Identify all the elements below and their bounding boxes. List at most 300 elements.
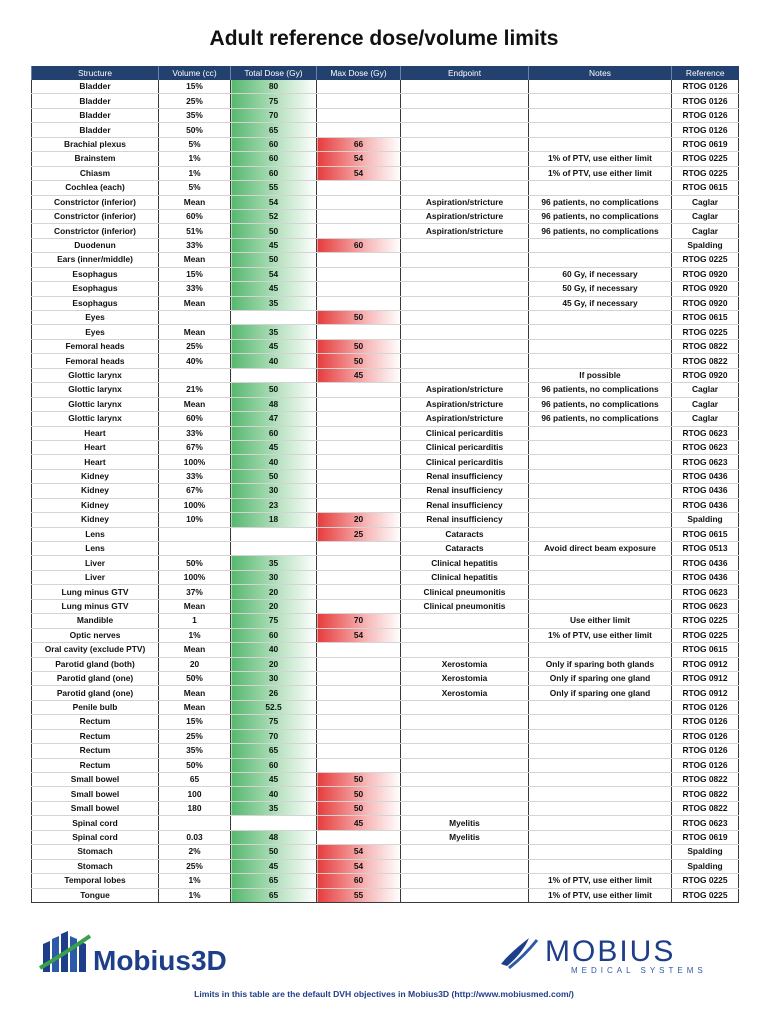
notes-cell: Only if sparing one gland	[529, 671, 672, 685]
total-dose-cell: 65	[231, 874, 317, 888]
structure-cell: Rectum	[32, 758, 159, 772]
table-row	[32, 643, 739, 657]
total-dose-cell: 75	[231, 614, 317, 628]
max-dose-cell	[317, 282, 401, 296]
notes-cell: 1% of PTV, use either limit	[529, 166, 672, 180]
volume-cell: Mean	[159, 195, 231, 209]
endpoint-cell: Clinical pneumonitis	[401, 585, 529, 599]
notes-cell	[529, 108, 672, 122]
structure-cell: Kidney	[32, 513, 159, 527]
table-row	[32, 715, 739, 729]
reference-cell: RTOG 0126	[672, 94, 739, 108]
reference-cell: RTOG 0126	[672, 80, 739, 94]
endpoint-cell	[401, 253, 529, 267]
table-row	[32, 224, 739, 238]
endpoint-cell: Cataracts	[401, 542, 529, 556]
endpoint-cell	[401, 108, 529, 122]
reference-cell: Spalding	[672, 513, 739, 527]
notes-cell	[529, 498, 672, 512]
endpoint-cell	[401, 311, 529, 325]
notes-cell	[529, 570, 672, 584]
reference-cell: Spalding	[672, 845, 739, 859]
column-header-max-dose[interactable]: Max Dose (Gy)	[317, 66, 401, 80]
endpoint-cell	[401, 801, 529, 815]
volume-cell: 33%	[159, 282, 231, 296]
table-row	[32, 80, 739, 94]
structure-cell: Small bowel	[32, 773, 159, 787]
endpoint-cell	[401, 339, 529, 353]
endpoint-cell: Renal insufficiency	[401, 498, 529, 512]
endpoint-cell	[401, 80, 529, 94]
volume-cell: Mean	[159, 325, 231, 339]
structure-cell: Constrictor (inferior)	[32, 209, 159, 223]
notes-cell	[529, 426, 672, 440]
endpoint-cell: Cataracts	[401, 527, 529, 541]
reference-cell: RTOG 0619	[672, 830, 739, 844]
volume-cell	[159, 311, 231, 325]
endpoint-cell: Aspiration/stricture	[401, 412, 529, 426]
volume-cell: 35%	[159, 108, 231, 122]
endpoint-cell	[401, 715, 529, 729]
notes-cell	[529, 585, 672, 599]
table-row	[32, 383, 739, 397]
notes-cell: 96 patients, no complications	[529, 209, 672, 223]
max-dose-cell: 50	[317, 787, 401, 801]
reference-cell: Caglar	[672, 195, 739, 209]
notes-cell	[529, 700, 672, 714]
column-header-total-dose[interactable]: Total Dose (Gy)	[231, 66, 317, 80]
volume-cell: 33%	[159, 426, 231, 440]
endpoint-cell: Myelitis	[401, 816, 529, 830]
volume-cell: Mean	[159, 599, 231, 613]
volume-cell: 1%	[159, 166, 231, 180]
structure-cell: Kidney	[32, 498, 159, 512]
max-dose-cell: 55	[317, 888, 401, 902]
column-header-notes[interactable]: Notes	[529, 66, 672, 80]
max-dose-cell	[317, 657, 401, 671]
total-dose-cell: 65	[231, 888, 317, 902]
volume-cell: 1%	[159, 628, 231, 642]
table-row	[32, 354, 739, 368]
notes-cell	[529, 311, 672, 325]
max-dose-cell	[317, 224, 401, 238]
endpoint-cell	[401, 744, 529, 758]
volume-cell: 50%	[159, 758, 231, 772]
notes-cell: 45 Gy, if necessary	[529, 296, 672, 310]
max-dose-cell	[317, 296, 401, 310]
total-dose-cell	[231, 816, 317, 830]
reference-cell: RTOG 0225	[672, 325, 739, 339]
structure-cell: Parotid gland (both)	[32, 657, 159, 671]
endpoint-cell	[401, 181, 529, 195]
endpoint-cell	[401, 700, 529, 714]
reference-cell: RTOG 0822	[672, 339, 739, 353]
volume-cell: 37%	[159, 585, 231, 599]
structure-cell: Parotid gland (one)	[32, 671, 159, 685]
notes-cell	[529, 773, 672, 787]
table-row	[32, 686, 739, 700]
endpoint-cell: Aspiration/stricture	[401, 383, 529, 397]
structure-cell: Spinal cord	[32, 816, 159, 830]
notes-cell: 96 patients, no complications	[529, 397, 672, 411]
notes-cell	[529, 599, 672, 613]
volume-cell: 5%	[159, 137, 231, 151]
notes-cell	[529, 859, 672, 873]
reference-cell: Caglar	[672, 383, 739, 397]
max-dose-cell	[317, 498, 401, 512]
notes-cell	[529, 845, 672, 859]
structure-cell: Penile bulb	[32, 700, 159, 714]
table-row	[32, 195, 739, 209]
endpoint-cell	[401, 137, 529, 151]
notes-cell: 96 patients, no complications	[529, 383, 672, 397]
reference-cell: RTOG 0436	[672, 484, 739, 498]
total-dose-cell: 60	[231, 152, 317, 166]
endpoint-cell: Aspiration/stricture	[401, 209, 529, 223]
table-row	[32, 859, 739, 873]
endpoint-cell	[401, 325, 529, 339]
structure-cell: Rectum	[32, 715, 159, 729]
volume-cell: 15%	[159, 715, 231, 729]
table-row	[32, 773, 739, 787]
structure-cell: Lens	[32, 527, 159, 541]
total-dose-cell: 65	[231, 123, 317, 137]
structure-cell: Esophagus	[32, 267, 159, 281]
max-dose-cell: 50	[317, 311, 401, 325]
table-row	[32, 874, 739, 888]
total-dose-cell: 45	[231, 282, 317, 296]
notes-cell: 96 patients, no complications	[529, 412, 672, 426]
max-dose-cell	[317, 570, 401, 584]
column-header-endpoint[interactable]: Endpoint	[401, 66, 529, 80]
max-dose-cell: 50	[317, 339, 401, 353]
endpoint-cell: Clinical pericarditis	[401, 455, 529, 469]
total-dose-cell	[231, 368, 317, 382]
max-dose-cell	[317, 397, 401, 411]
endpoint-cell	[401, 123, 529, 137]
total-dose-cell: 50	[231, 383, 317, 397]
notes-cell: Use either limit	[529, 614, 672, 628]
endpoint-cell	[401, 787, 529, 801]
volume-cell: 0.03	[159, 830, 231, 844]
structure-cell: Bladder	[32, 80, 159, 94]
max-dose-cell: 45	[317, 816, 401, 830]
endpoint-cell	[401, 859, 529, 873]
table-row	[32, 282, 739, 296]
table-row	[32, 657, 739, 671]
table-row	[32, 599, 739, 613]
reference-cell: RTOG 0126	[672, 729, 739, 743]
table-row	[32, 412, 739, 426]
total-dose-cell: 50	[231, 253, 317, 267]
structure-cell: Kidney	[32, 469, 159, 483]
volume-cell: 180	[159, 801, 231, 815]
table-row	[32, 527, 739, 541]
max-dose-cell: 54	[317, 152, 401, 166]
endpoint-cell	[401, 643, 529, 657]
table-row	[32, 311, 739, 325]
table-row	[32, 469, 739, 483]
table-row	[32, 729, 739, 743]
volume-cell: 25%	[159, 729, 231, 743]
max-dose-cell: 54	[317, 628, 401, 642]
total-dose-cell: 20	[231, 599, 317, 613]
endpoint-cell	[401, 166, 529, 180]
volume-cell: 33%	[159, 469, 231, 483]
structure-cell: Bladder	[32, 94, 159, 108]
volume-cell: 60%	[159, 209, 231, 223]
structure-cell: Esophagus	[32, 282, 159, 296]
structure-cell: Glottic larynx	[32, 383, 159, 397]
total-dose-cell: 50	[231, 224, 317, 238]
reference-cell: RTOG 0822	[672, 773, 739, 787]
max-dose-cell	[317, 181, 401, 195]
structure-cell: Heart	[32, 455, 159, 469]
table-row	[32, 671, 739, 685]
reference-cell: RTOG 0912	[672, 686, 739, 700]
total-dose-cell: 60	[231, 426, 317, 440]
structure-cell: Lung minus GTV	[32, 599, 159, 613]
total-dose-cell: 40	[231, 354, 317, 368]
notes-cell: Only if sparing both glands	[529, 657, 672, 671]
notes-cell	[529, 123, 672, 137]
table-row	[32, 570, 739, 584]
volume-cell: 15%	[159, 267, 231, 281]
notes-cell	[529, 556, 672, 570]
notes-cell	[529, 744, 672, 758]
table-row	[32, 628, 739, 642]
notes-cell	[529, 513, 672, 527]
notes-cell	[529, 339, 672, 353]
notes-cell: 60 Gy, if necessary	[529, 267, 672, 281]
volume-cell: Mean	[159, 397, 231, 411]
reference-cell: RTOG 0126	[672, 700, 739, 714]
structure-cell: Optic nerves	[32, 628, 159, 642]
total-dose-cell: 70	[231, 108, 317, 122]
table-row	[32, 267, 739, 281]
reference-cell: Caglar	[672, 412, 739, 426]
notes-cell: 1% of PTV, use either limit	[529, 152, 672, 166]
endpoint-cell	[401, 152, 529, 166]
volume-cell: 10%	[159, 513, 231, 527]
volume-cell	[159, 368, 231, 382]
endpoint-cell: Clinical pneumonitis	[401, 599, 529, 613]
total-dose-cell: 30	[231, 484, 317, 498]
reference-cell: Spalding	[672, 238, 739, 252]
volume-cell: Mean	[159, 700, 231, 714]
reference-cell: RTOG 0920	[672, 267, 739, 281]
table-row	[32, 455, 739, 469]
endpoint-cell: Xerostomia	[401, 657, 529, 671]
total-dose-cell: 54	[231, 267, 317, 281]
total-dose-cell: 52	[231, 209, 317, 223]
reference-cell: RTOG 0126	[672, 758, 739, 772]
reference-cell: RTOG 0920	[672, 368, 739, 382]
reference-cell: RTOG 0126	[672, 715, 739, 729]
total-dose-cell: 65	[231, 744, 317, 758]
structure-cell: Esophagus	[32, 296, 159, 310]
max-dose-cell	[317, 383, 401, 397]
max-dose-cell	[317, 195, 401, 209]
reference-cell: RTOG 0822	[672, 354, 739, 368]
max-dose-cell: 54	[317, 845, 401, 859]
structure-cell: Parotid gland (one)	[32, 686, 159, 700]
notes-cell: 1% of PTV, use either limit	[529, 888, 672, 902]
max-dose-cell	[317, 108, 401, 122]
endpoint-cell: Renal insufficiency	[401, 469, 529, 483]
max-dose-cell	[317, 585, 401, 599]
structure-cell: Lung minus GTV	[32, 585, 159, 599]
volume-cell	[159, 816, 231, 830]
max-dose-cell: 50	[317, 773, 401, 787]
table-row	[32, 801, 739, 815]
notes-cell	[529, 469, 672, 483]
table-row	[32, 513, 739, 527]
structure-cell: Chiasm	[32, 166, 159, 180]
column-header-structure[interactable]: Structure	[32, 66, 159, 80]
dose-limits-table	[31, 66, 739, 903]
reference-cell: RTOG 0225	[672, 253, 739, 267]
notes-cell	[529, 816, 672, 830]
page-title: Adult reference dose/volume limits	[209, 27, 559, 50]
structure-cell: Eyes	[32, 325, 159, 339]
volume-cell: Mean	[159, 253, 231, 267]
reference-cell: RTOG 0619	[672, 137, 739, 151]
table-row	[32, 700, 739, 714]
total-dose-cell: 45	[231, 238, 317, 252]
endpoint-cell	[401, 238, 529, 252]
structure-cell: Eyes	[32, 311, 159, 325]
table-row	[32, 888, 739, 902]
reference-cell: RTOG 0126	[672, 744, 739, 758]
table-row	[32, 830, 739, 844]
notes-cell	[529, 643, 672, 657]
notes-cell: 50 Gy, if necessary	[529, 282, 672, 296]
table-row	[32, 123, 739, 137]
max-dose-cell: 66	[317, 137, 401, 151]
total-dose-cell: 20	[231, 657, 317, 671]
max-dose-cell	[317, 686, 401, 700]
structure-cell: Cochlea (each)	[32, 181, 159, 195]
reference-cell: RTOG 0126	[672, 123, 739, 137]
table-row	[32, 758, 739, 772]
table-row	[32, 181, 739, 195]
reference-cell: Caglar	[672, 397, 739, 411]
max-dose-cell	[317, 94, 401, 108]
total-dose-cell: 30	[231, 570, 317, 584]
max-dose-cell	[317, 469, 401, 483]
structure-cell: Liver	[32, 570, 159, 584]
max-dose-cell	[317, 671, 401, 685]
structure-cell: Lens	[32, 542, 159, 556]
notes-cell: 96 patients, no complications	[529, 195, 672, 209]
endpoint-cell	[401, 874, 529, 888]
endpoint-cell	[401, 267, 529, 281]
table-row	[32, 137, 739, 151]
total-dose-cell: 50	[231, 845, 317, 859]
structure-cell: Constrictor (inferior)	[32, 224, 159, 238]
volume-cell: Mean	[159, 686, 231, 700]
endpoint-cell: Myelitis	[401, 830, 529, 844]
max-dose-cell	[317, 830, 401, 844]
max-dose-cell: 54	[317, 166, 401, 180]
structure-cell: Tongue	[32, 888, 159, 902]
volume-cell: 100%	[159, 498, 231, 512]
max-dose-cell: 50	[317, 354, 401, 368]
max-dose-cell	[317, 123, 401, 137]
reference-cell: RTOG 0623	[672, 599, 739, 613]
reference-cell: RTOG 0920	[672, 282, 739, 296]
max-dose-cell: 70	[317, 614, 401, 628]
max-dose-cell	[317, 253, 401, 267]
volume-cell	[159, 527, 231, 541]
max-dose-cell: 60	[317, 874, 401, 888]
max-dose-cell: 45	[317, 368, 401, 382]
max-dose-cell	[317, 325, 401, 339]
total-dose-cell: 35	[231, 556, 317, 570]
total-dose-cell: 47	[231, 412, 317, 426]
total-dose-cell: 48	[231, 830, 317, 844]
total-dose-cell: 18	[231, 513, 317, 527]
endpoint-cell: Aspiration/stricture	[401, 195, 529, 209]
volume-cell: 40%	[159, 354, 231, 368]
max-dose-cell	[317, 556, 401, 570]
reference-cell: Spalding	[672, 859, 739, 873]
volume-cell: 33%	[159, 238, 231, 252]
total-dose-cell: 80	[231, 80, 317, 94]
endpoint-cell: Clinical hepatitis	[401, 570, 529, 584]
structure-cell: Liver	[32, 556, 159, 570]
volume-cell: 67%	[159, 440, 231, 454]
table-row	[32, 614, 739, 628]
max-dose-cell	[317, 440, 401, 454]
reference-cell: RTOG 0513	[672, 542, 739, 556]
reference-cell: Caglar	[672, 224, 739, 238]
total-dose-cell: 45	[231, 773, 317, 787]
endpoint-cell: Renal insufficiency	[401, 484, 529, 498]
structure-cell: Oral cavity (exclude PTV)	[32, 643, 159, 657]
total-dose-cell: 70	[231, 729, 317, 743]
max-dose-cell	[317, 729, 401, 743]
structure-cell: Bladder	[32, 108, 159, 122]
volume-cell: 5%	[159, 181, 231, 195]
max-dose-cell: 60	[317, 238, 401, 252]
column-header-volume[interactable]: Volume (cc)	[159, 66, 231, 80]
total-dose-cell: 60	[231, 628, 317, 642]
mobius-logo-text: MOBIUS	[545, 935, 676, 968]
notes-cell: Only if sparing one gland	[529, 686, 672, 700]
total-dose-cell: 60	[231, 137, 317, 151]
structure-cell: Small bowel	[32, 787, 159, 801]
volume-cell: 15%	[159, 80, 231, 94]
structure-cell: Rectum	[32, 744, 159, 758]
structure-cell: Femoral heads	[32, 339, 159, 353]
structure-cell: Temporal lobes	[32, 874, 159, 888]
notes-cell	[529, 527, 672, 541]
notes-cell	[529, 758, 672, 772]
volume-cell: 100%	[159, 570, 231, 584]
table-row	[32, 209, 739, 223]
structure-cell: Duodenun	[32, 238, 159, 252]
notes-cell	[529, 80, 672, 94]
column-header-reference[interactable]: Reference	[672, 66, 739, 80]
max-dose-cell	[317, 643, 401, 657]
total-dose-cell: 55	[231, 181, 317, 195]
endpoint-cell: Xerostomia	[401, 686, 529, 700]
endpoint-cell: Clinical pericarditis	[401, 440, 529, 454]
notes-cell	[529, 787, 672, 801]
reference-cell: RTOG 0225	[672, 152, 739, 166]
